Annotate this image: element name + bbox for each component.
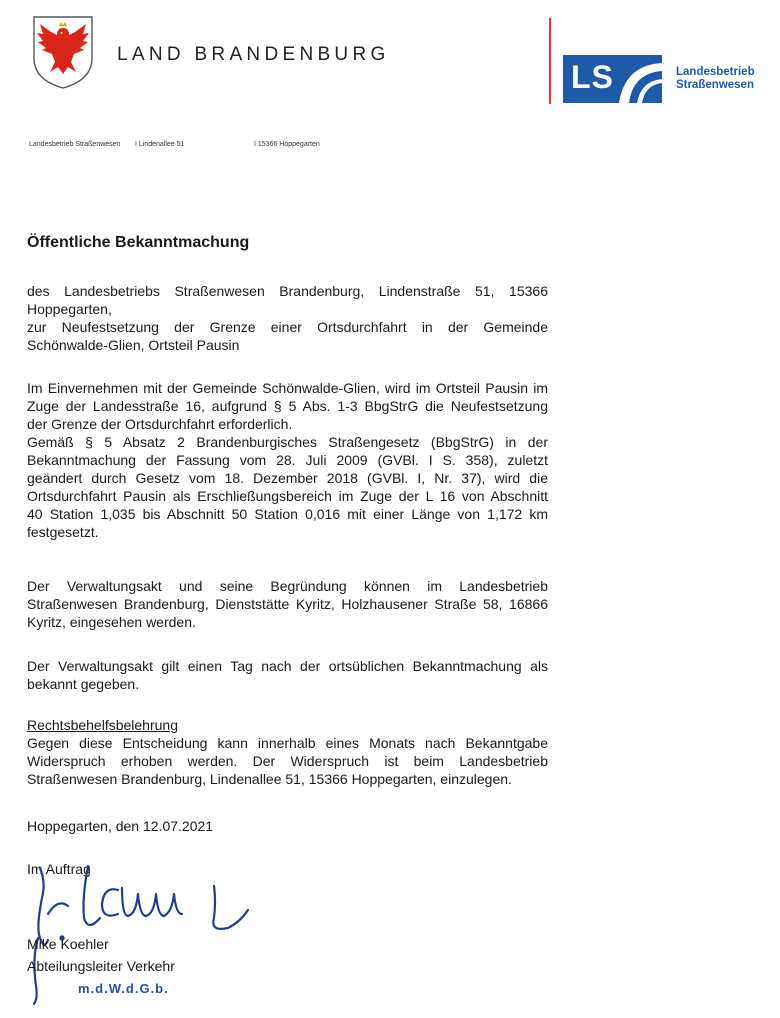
text-line: der Grenze der Ortsdurchfahrt erforderlich. — [27, 416, 293, 432]
on-behalf-label: Im Auftrag — [27, 861, 91, 877]
page-title: Öffentliche Bekanntmachung — [27, 234, 250, 251]
intro-paragraph — [27, 282, 548, 354]
text-line: Gegen diese Entscheidung kann innerhalb eines Monats nach Bekanntgabe — [27, 735, 548, 751]
text-line: Zuge der Landesstraße 16, aufgrund § 5 Abs. 1-3 BbgStrG die Neufestsetzung — [27, 398, 548, 414]
text-line: Widerspruch erhoben werden. Der Widerspruch ist beim Landesbetrieb — [27, 753, 548, 769]
text-line: 40 Station 1,035 bis Abschnitt 50 Station 0,016 mit einer Länge von 1,172 km — [27, 506, 548, 522]
text-line: zur Neufestsetzung der Grenze einer Ortsdurchfahrt in der Gemeinde — [27, 319, 548, 335]
sender-street: I Lindenallee 51 — [135, 141, 185, 148]
text-line: geändert durch Gesetz vom 18. Dezember 2018 (GVBl. I, Nr. 37), wird die — [27, 470, 548, 486]
agency-logo-line1: Landesbetrieb — [676, 66, 755, 78]
sender-city: I 15366 Hoppegarten — [254, 141, 320, 148]
signer-position: Abteilungsleiter Verkehr — [27, 958, 175, 974]
text-line: Straßenwesen Brandenburg, Dienststätte Kyritz, Holzhausener Straße 58, 16866 — [27, 596, 548, 612]
header-divider — [549, 18, 551, 104]
inspection-paragraph — [27, 577, 548, 631]
state-name: LAND BRANDENBURG — [117, 44, 390, 65]
signer-name: Mike Koehler — [27, 936, 109, 952]
brandenburg-eagle-icon — [30, 14, 96, 90]
text-line: Bekanntmachung der Fassung vom 28. Juli 2009 (GVBl. I S. 358), zuletzt — [27, 452, 548, 468]
sender-agency: Landesbetrieb Straßenwesen — [29, 141, 121, 148]
agency-logo-text — [676, 66, 755, 92]
text-line: Straßenwesen Brandenburg, Lindenallee 51, 15366 Hoppegarten, einzulegen. — [27, 771, 512, 787]
text-line: Hoppegarten, — [27, 301, 112, 317]
text-line: Schönwalde-Glien, Ortsteil Pausin — [27, 337, 240, 353]
text-line: Gemäß § 5 Absatz 2 Brandenburgisches Straßengesetz (BbgStrG) in der — [27, 434, 548, 450]
text-line: Im Einvernehmen mit der Gemeinde Schönwalde-Glien, wird im Ortsteil Pausin im — [27, 380, 548, 396]
text-line: bekannt gegeben. — [27, 676, 140, 692]
legal-remedy-section — [27, 716, 548, 788]
text-line: Kyritz, eingesehen werden. — [27, 614, 196, 630]
ls-logo-letters: LS — [571, 59, 614, 95]
validity-paragraph — [27, 657, 548, 693]
text-line: Der Verwaltungsakt gilt einen Tag nach der ortsüblichen Bekanntmachung als — [27, 658, 548, 674]
legal-heading: Rechtsbehelfsbelehrung — [27, 717, 178, 733]
text-line: festgesetzt. — [27, 524, 99, 540]
main-paragraph — [27, 379, 548, 541]
text-line: Ortsdurchfahrt Pausin als Erschließungsbereich im Zuge der L 16 von Abschnitt — [27, 488, 548, 504]
text-line: Der Verwaltungsakt und seine Begründung können im Landesbetrieb — [27, 578, 548, 594]
place-date: Hoppegarten, den 12.07.2021 — [27, 818, 214, 834]
official-stamp: m.d.W.d.G.b. — [78, 981, 169, 996]
agency-logo-line2: Straßenwesen — [676, 79, 754, 91]
ls-logo — [563, 55, 662, 103]
text-line: des Landesbetriebs Straßenwesen Brandenburg, Lindenstraße 51, 15366 — [27, 283, 548, 299]
